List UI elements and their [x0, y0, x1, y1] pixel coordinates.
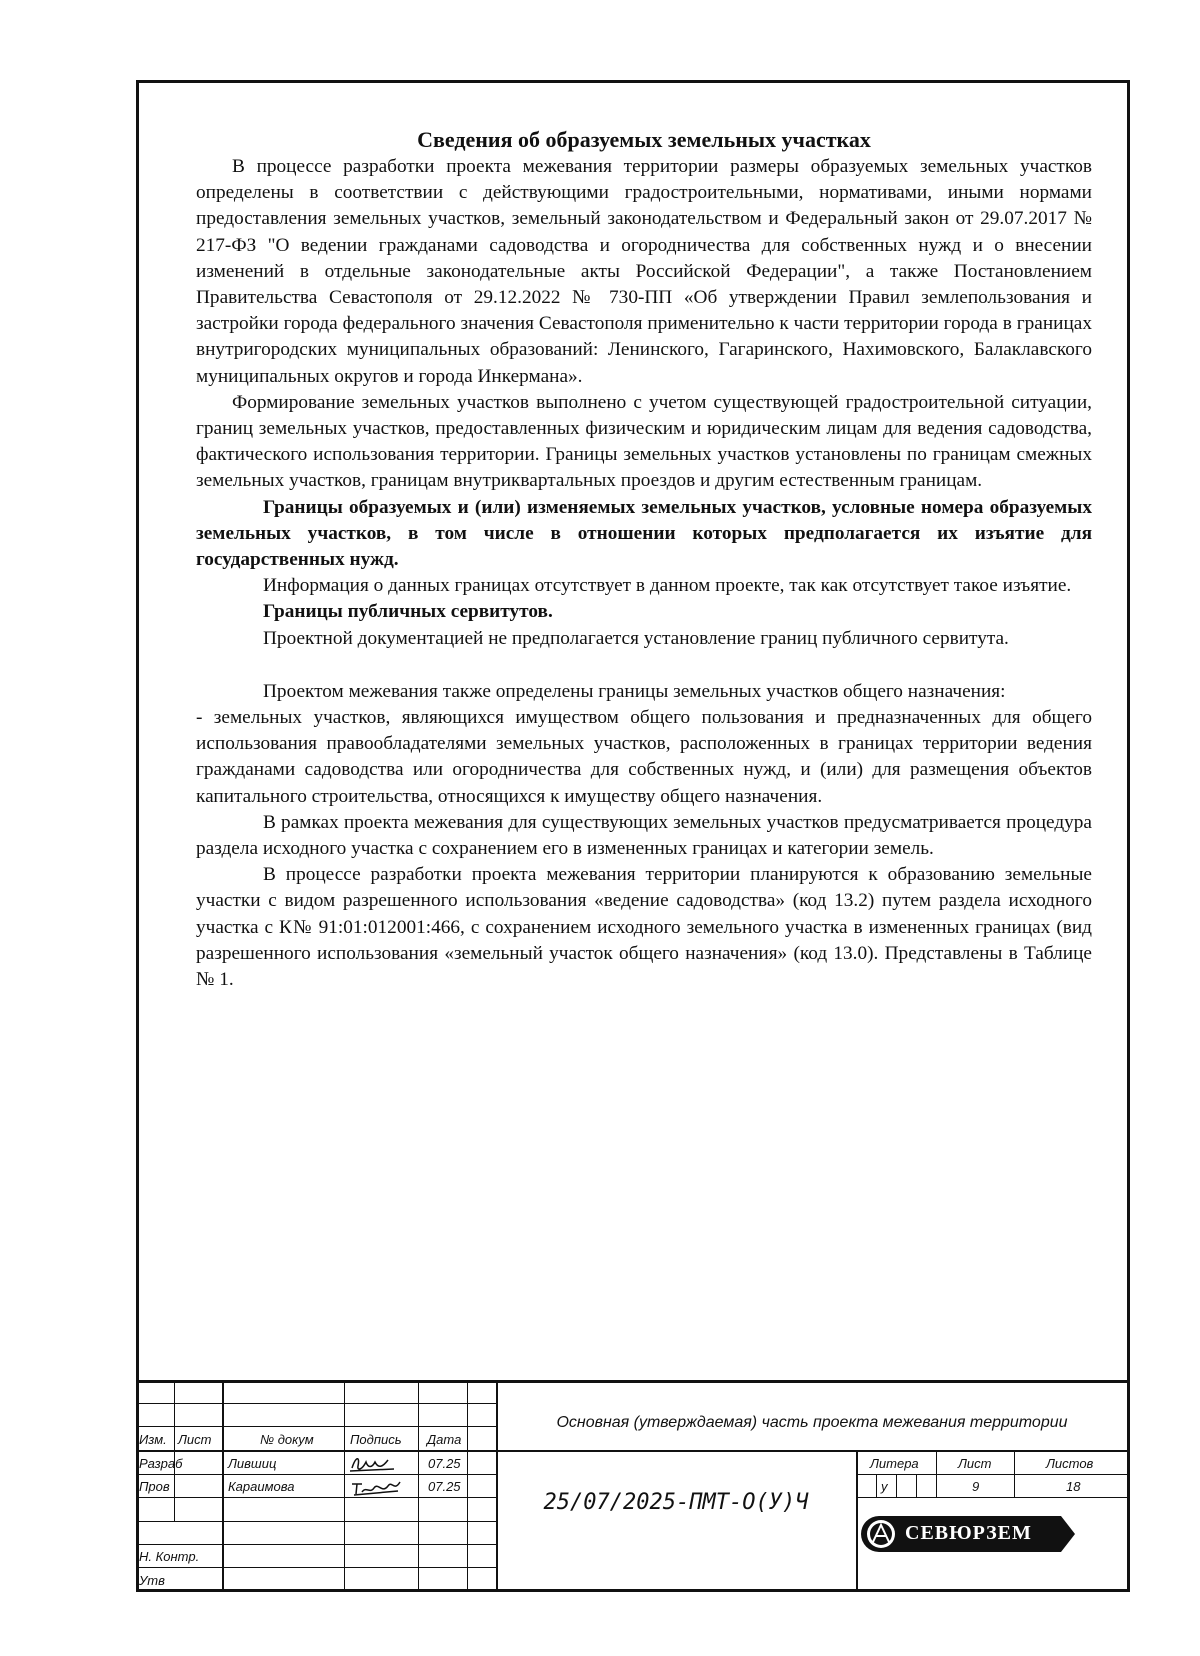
- stamp-line: [136, 1567, 496, 1568]
- title-block-stamp: [136, 1380, 1130, 1592]
- role-razrab: Разраб: [139, 1456, 183, 1471]
- role-n-kontr: Н. Контр.: [139, 1549, 200, 1564]
- stamp-line: [876, 1474, 877, 1497]
- stamp-line-top: [136, 1380, 1130, 1383]
- paragraph-7: В рамках проекта межевания для существующих земельных участков предусматривается процедура раздела исходного участка с сохранением его в измененных границах и категории земель.: [196, 811, 1092, 860]
- section-heading-servitudes: Границы публичных сервитутов.: [263, 601, 553, 623]
- litera-label: Литера: [870, 1456, 919, 1471]
- paragraph-1: В процессе разработки проекта межевания территории размеры образуемых земельных участков определены в соответствии с действующими градостроительными, нормативами, иными нормами предоставления земельных участков, земельный законодательством и Федеральный закон от 29.07.2017 № 217-ФЗ "О ведении гражданами садоводства и огородничества для собственных нужд и о внесении изменений в отдельные законодательные акты Российской Федерации", а также Постановлением Правительства Севастополя от 29.12.2022 № 730-ПП «Об утверждении Правил землепользования и застройки города федерального значения Севастополя применительно к части территории города в границах внутригородских муниципальных образований: Ленинского, Гагаринского, Нахимовского, Балаклавского муниципальных округов и города Инкермана».: [196, 156, 1092, 387]
- paragraph-3: Информация о данных границах отсутствует в данном проекте, так как отсутствует такое изъятие.: [263, 575, 1072, 597]
- litera-value: у: [881, 1479, 888, 1494]
- header-izm: Изм.: [139, 1432, 167, 1447]
- document-code: 25/07/2025-ПМТ-О(У)Ч: [543, 1490, 809, 1515]
- stamp-line: [856, 1497, 1130, 1498]
- stamp-line: [896, 1474, 897, 1497]
- stamp-line: [136, 1403, 496, 1404]
- role-utv: Утв: [139, 1573, 165, 1588]
- paragraph-5: Проектом межевания также определены границы земельных участков общего назначения:: [263, 680, 1006, 702]
- stamp-line: [856, 1450, 858, 1592]
- stamp-line: [136, 1474, 496, 1475]
- stamp-line: [856, 1474, 1130, 1475]
- sheets-value: 18: [1066, 1479, 1081, 1494]
- company-logo: [861, 1516, 1076, 1552]
- sheet-label: Лист: [958, 1456, 992, 1471]
- stamp-line: [136, 1497, 496, 1498]
- signature-razrab: [348, 1452, 412, 1474]
- document-body: [196, 126, 1092, 993]
- role-prov: Пров: [139, 1479, 170, 1494]
- paragraph-6-list-item: - земельных участков, являющихся имуществом общего пользования и предназначенных для общего использования правообладателями земельных участков, расположенных в границах территории ведения гражданами садоводства или огородничества для собственных нужд, и (или) для размещения объектов капитального строительства, относящихся к имуществу общего назначения.: [196, 707, 1092, 807]
- document-description: Основная (утверждаемая) часть проекта межевания территории: [556, 1414, 1068, 1431]
- stamp-line: [496, 1380, 498, 1592]
- stamp-line: [1014, 1450, 1015, 1497]
- header-data: Дата: [427, 1432, 462, 1447]
- stamp-line: [344, 1380, 345, 1592]
- name-razrab: Лившиц: [228, 1456, 277, 1471]
- company-name: СЕВЮРЗЕМ: [905, 1522, 1032, 1544]
- paragraph-4: Проектной документацией не предполагается установление границ публичного сервитута.: [263, 627, 1009, 649]
- section-heading-boundaries: Границы образуемых и (или) изменяемых земельных участков, условные номера образуемых земельных участков, в том числе в отношении которых предполагается их изъятие для государственных нужд.: [196, 496, 1092, 571]
- header-dokum: № докум: [260, 1432, 314, 1447]
- spacer: [196, 652, 1092, 679]
- sheets-label: Листов: [1046, 1456, 1094, 1471]
- stamp-line: [418, 1380, 419, 1592]
- paragraph-2: Формирование земельных участков выполнено с учетом существующей градостроительной ситуации, границ земельных участков, предоставленных физическим и юридическим лицам для ведения садоводства, фактического использования территории. Границы земельных участков установлены по границам смежных земельных участков, границам внутриквартальных проездов и другим естественным границам.: [196, 391, 1092, 492]
- document-title: Сведения об образуемых земельных участках: [417, 127, 871, 152]
- name-prov: Караимова: [228, 1479, 295, 1494]
- stamp-line: [916, 1474, 917, 1497]
- stamp-line: [174, 1380, 175, 1521]
- stamp-line: [467, 1380, 468, 1592]
- paragraph-8: В процессе разработки проекта межевания территории планируются к образованию земельные участки с видом разрешенного использования «ведение садоводства» (код 13.2) путем раздела исходного участка с К№ 91:01:012001:466, с сохранением исходного земельного участка в измененных границах (вид разрешенного использования «земельный участок общего назначения» (код 13.0). Представлены в Таблице № 1.: [196, 864, 1092, 991]
- date-prov: 07.25: [428, 1479, 461, 1494]
- stamp-line: [936, 1450, 937, 1497]
- stamp-line: [136, 1450, 1130, 1452]
- stamp-line: [222, 1380, 224, 1592]
- stamp-line: [136, 1426, 496, 1427]
- sheet-value: 9: [972, 1479, 980, 1494]
- header-podpis: Подпись: [350, 1432, 402, 1447]
- date-razrab: 07.25: [428, 1456, 461, 1471]
- header-list: Лист: [178, 1432, 212, 1447]
- stamp-line: [136, 1521, 496, 1522]
- signature-prov: [348, 1476, 412, 1498]
- stamp-line: [136, 1544, 496, 1545]
